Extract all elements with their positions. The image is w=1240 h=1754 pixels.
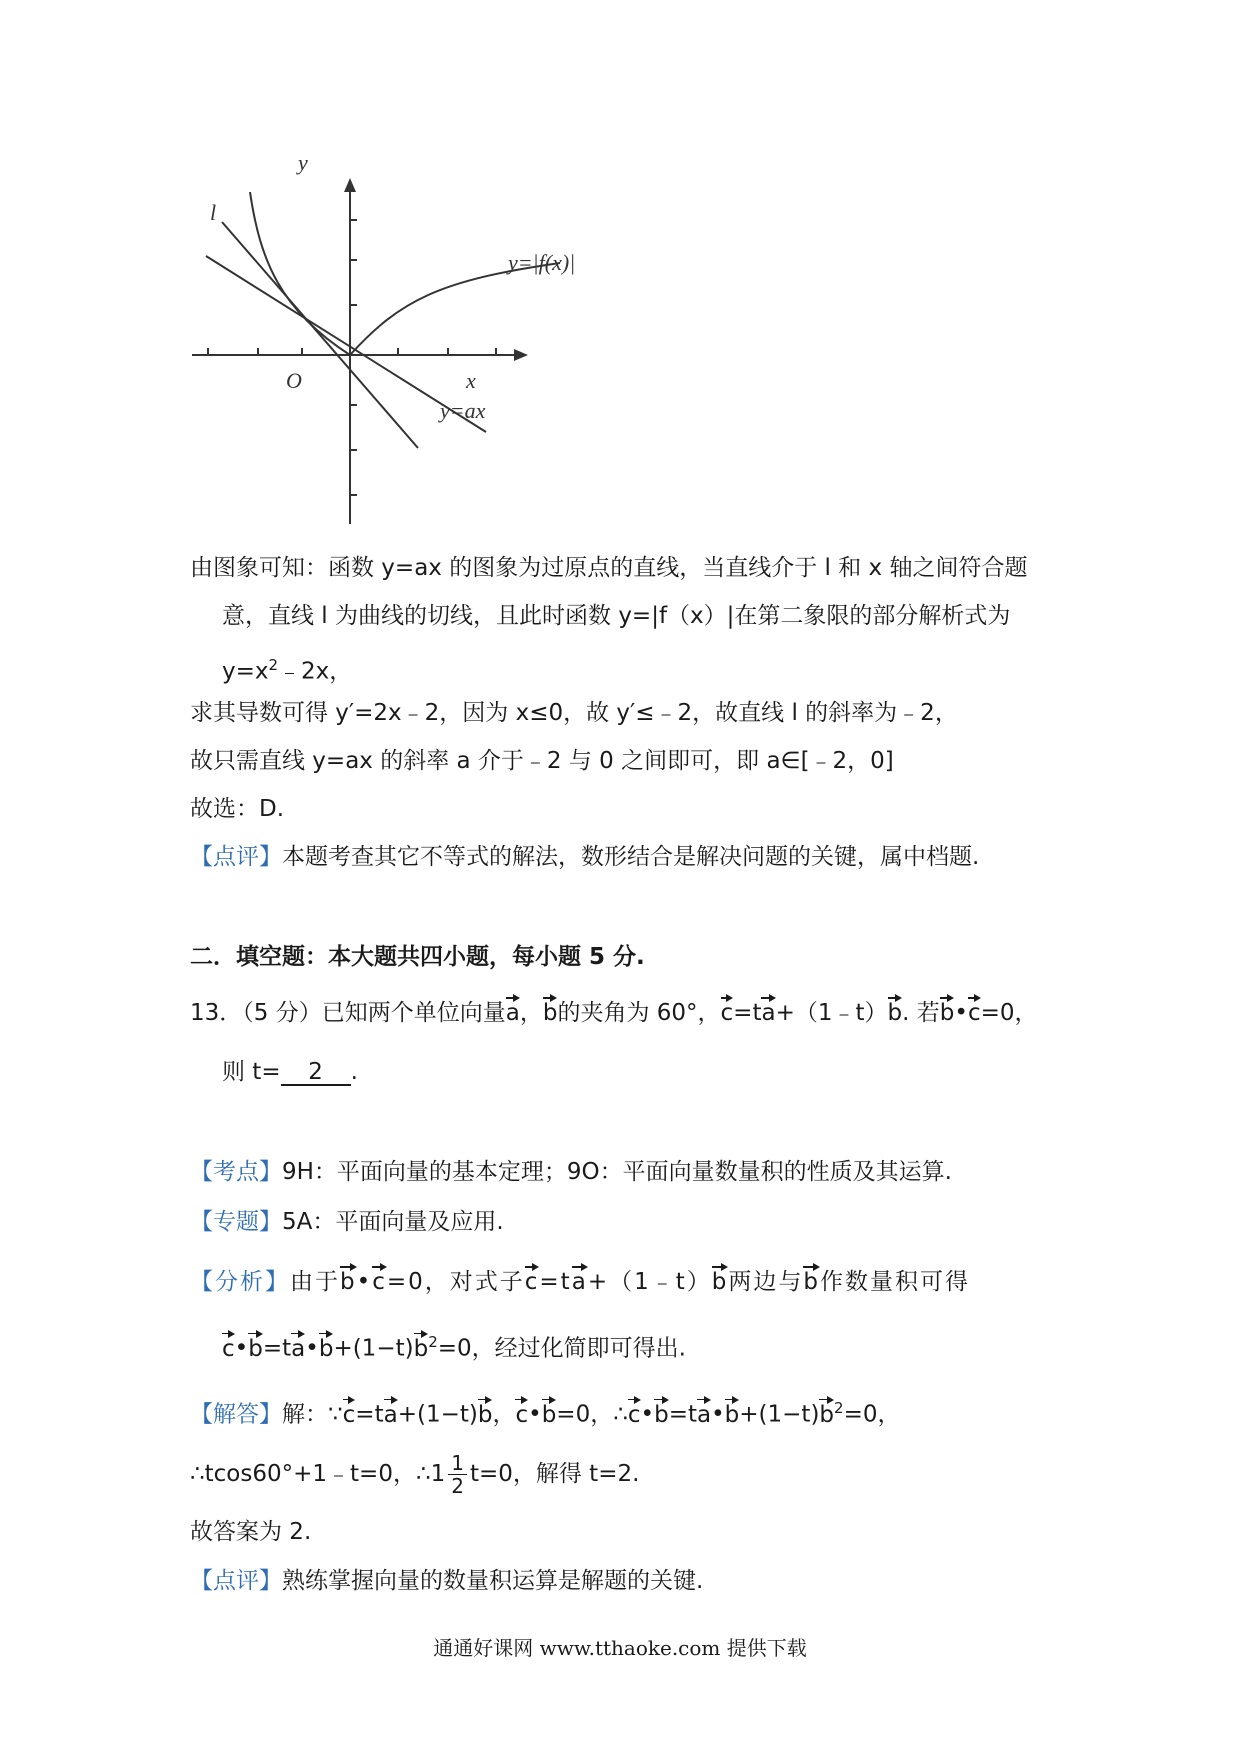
kaodian: 【考点】9H：平面向量的基本定理；9O：平面向量数量积的性质及其运算. bbox=[190, 1159, 952, 1185]
comment-q12: 【点评】本题考查其它不等式的解法，数形结合是解决问题的关键，属中档题. bbox=[190, 844, 980, 870]
vector-b: b bbox=[940, 994, 955, 1024]
comment-tag: 【点评】 bbox=[190, 844, 282, 870]
vector-b: b bbox=[888, 994, 903, 1024]
answer-blank: 2 bbox=[281, 1060, 351, 1086]
origin-label: O bbox=[286, 368, 302, 393]
vector-c: c bbox=[721, 994, 734, 1024]
vector-a: a bbox=[761, 994, 775, 1024]
q13-stem: 13．（5 分）已知两个单位向量a，b的夹角为 60°，c=ta+（1﹣t）b. 若b•c=0， bbox=[190, 994, 1038, 1028]
function-graph-figure bbox=[180, 150, 700, 540]
zhuanti: 【专题】5A：平面向量及应用. bbox=[190, 1209, 504, 1235]
solution-line-4: 求其导数可得 y′=2x﹣2，因为 x≤0，故 y′≤﹣2，故直线 l 的斜率为﹣2， bbox=[190, 700, 958, 726]
x-axis-label: x bbox=[466, 368, 476, 393]
vector-a: a bbox=[506, 994, 520, 1024]
jieda-line-2: ∴tcos60°+1﹣t=0，∴1 $\frac{1}{2}$ t=0，解得 t=2. bbox=[190, 1451, 640, 1498]
vector-b: b bbox=[543, 994, 558, 1024]
footer-credit: 通通好课网 www.tthaoke.com 提供下载 bbox=[433, 1636, 807, 1660]
tangent-line-l bbox=[222, 222, 418, 448]
x-axis-arrow bbox=[514, 349, 528, 361]
jieda-line-1: 【解答】解：∵c=ta+(1−t)b，c•b=0，$\therefore c•b=ta•b+(1-t)b^2=0$， bbox=[190, 1393, 900, 1430]
solution-line-5: 故只需直线 y=ax 的斜率 a 介于﹣2 与 0 之间即可，即 a∈[﹣2，0] bbox=[190, 748, 894, 774]
jieda-line-3: 故答案为 2. bbox=[190, 1519, 312, 1545]
q13-answer-line: 则 t= 2 . bbox=[222, 1059, 358, 1085]
solution-line-2: 意，直线 l 为曲线的切线，且此时函数 y=|f（x）|在第二象限的部分解析式为 bbox=[222, 603, 1011, 629]
solution-line-3: $y=x^2﹣2x$， bbox=[222, 656, 353, 685]
section-2-title: 二．填空题：本大题共四小题，每小题 5 分. bbox=[190, 944, 645, 970]
line-y-ax-label: y=ax bbox=[440, 398, 486, 423]
y-axis-label: y bbox=[298, 150, 308, 175]
dianping: 【点评】熟练掌握向量的数量积运算是解题的关键. bbox=[190, 1568, 704, 1594]
line-l-label: l bbox=[210, 200, 217, 225]
vector-c: c bbox=[968, 994, 981, 1024]
y-axis-arrow bbox=[344, 178, 356, 192]
solution-line-1: 由图象可知：函数 y=ax 的图象为过原点的直线，当直线介于 l 和 x 轴之间符合题 bbox=[190, 555, 1028, 581]
fenxi-line-2: $c•b=ta•b+(1-t)b^2=0$，经过化简即可得出. bbox=[222, 1327, 686, 1364]
curve-label: y=|f(x)| bbox=[508, 250, 576, 275]
fenxi-line-1: 【分析】由于b•c=0，对式子c=ta+（1﹣t）b两边与b作数量积可得 bbox=[190, 1263, 970, 1297]
y-ticks bbox=[350, 220, 357, 495]
solution-line-6: 故选：D. bbox=[190, 796, 285, 822]
fraction-one-half: $\frac{1}{2}$ bbox=[448, 1452, 467, 1497]
